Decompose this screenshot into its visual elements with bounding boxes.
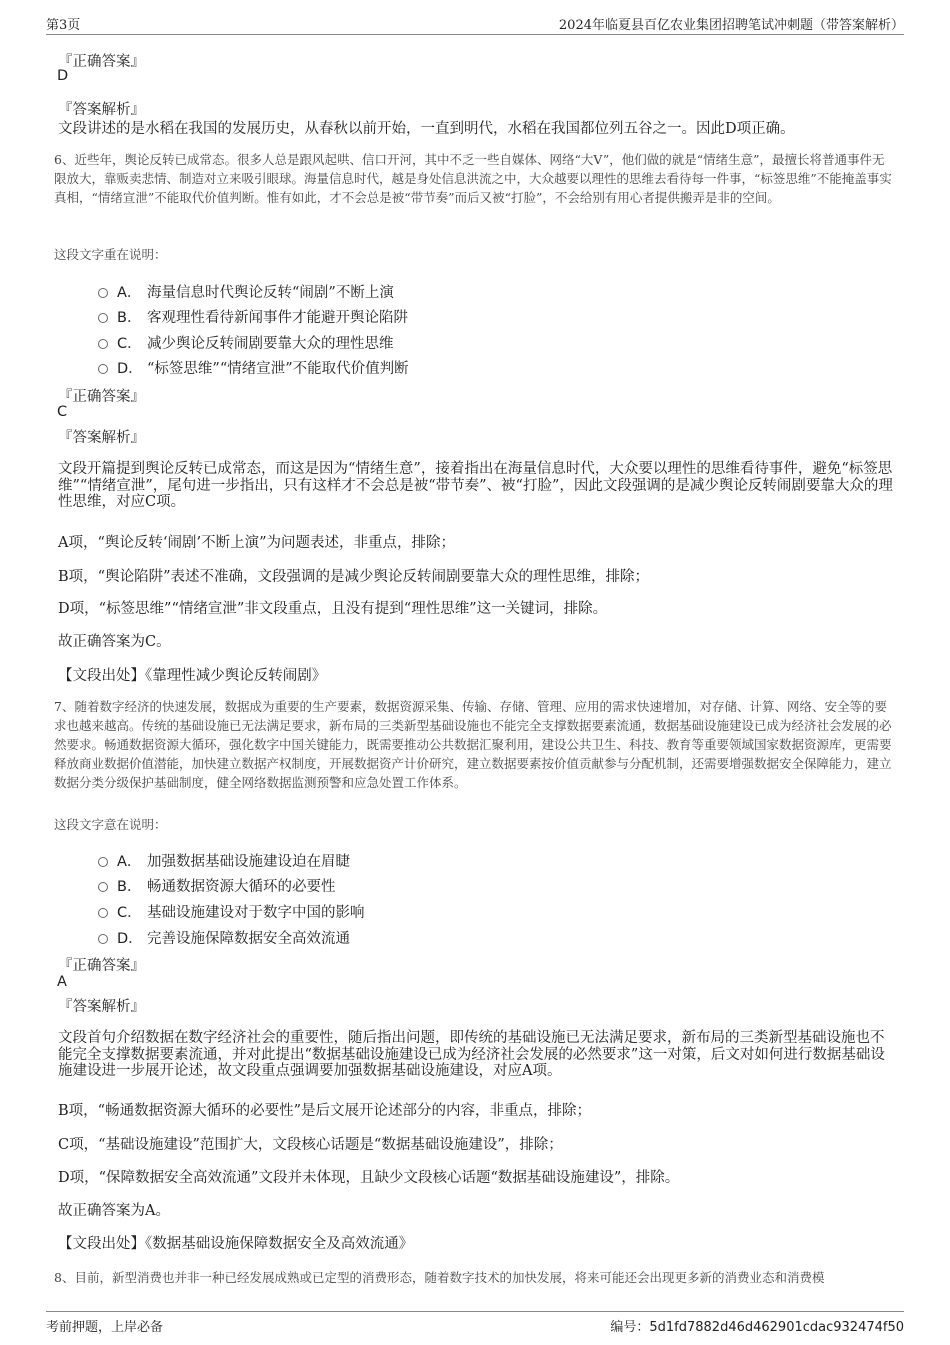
radio-icon[interactable]	[98, 313, 108, 323]
page-header	[46, 14, 904, 35]
answer-value: A	[57, 974, 67, 990]
option-text: 海量信息时代舆论反转“闹剧”不断上演	[147, 285, 394, 301]
option-letter: A．	[117, 285, 142, 301]
option-text: 畅通数据资源大循环的必要性	[147, 879, 336, 895]
analysis-note: B项，“畅通数据资源大循环的必要性”是后文展开论述部分的内容，非重点，排除；	[58, 1103, 591, 1119]
radio-icon[interactable]	[98, 339, 108, 349]
source-line: 【文段出处】《数据基础设施保障数据安全及高效流通》	[58, 1236, 414, 1252]
answer-label: 『正确答案』	[58, 54, 145, 70]
option-letter: A．	[117, 854, 142, 870]
code-value: 5d1fd7882d46d462901cdac932474f50	[649, 1320, 904, 1335]
question-stem: 6、近些年，舆论反转已成常态。很多人总是跟风起哄、信口开河，其中不乏一些自媒体、网络“大V”，他们做的就是“情绪生意”，最擅长将普通事件无限放大，靠贩卖悲情、制造对立来吸引眼球。海量信息时代，越是身处信息洪流之中，大众越要以理性的思维去看待每一件事，“标签思维”不能掩盖事实真相，“情绪宣泄”不能取代价值判断。惟有如此，才不会总是被“带节奏”而后又被“打脸”，不会给别有用心者提供搬弄是非的空间。	[54, 152, 892, 205]
code-label: 编号：	[610, 1320, 650, 1335]
analysis-note: C项，“基础设施建设”范围扩大，文段核心话题是“数据基础设施建设”，排除；	[58, 1137, 563, 1153]
option-text: 加强数据基础设施建设迫在眉睫	[147, 854, 350, 870]
analysis-label: 『答案解析』	[58, 430, 145, 446]
option-text: 减少舆论反转闹剧要靠大众的理性思维	[147, 336, 394, 352]
analysis-note: D项，“标签思维”“情绪宣泄”非文段重点，且没有提到“理性思维”这一关键词，排除。	[58, 601, 608, 617]
option-b[interactable]	[98, 306, 408, 327]
option-letter: D．	[117, 361, 143, 377]
option-d[interactable]	[98, 927, 350, 948]
source-line: 【文段出处】《靠理性减少舆论反转闹剧》	[58, 668, 327, 684]
option-c[interactable]	[98, 332, 394, 353]
analysis-text: 文段首句介绍数据在数字经济社会的重要性，随后指出问题，即传统的基础设施已无法满足要求，新布局的三类新型基础设施也不能完全支撑数据要素流通，并对此提出“数据基础设施建设已成为经济社会发展的必然要求”这一对策，后文对如何进行数据基础设施建设进一步展开论述，故文段重点强调要加强数据基础设施建设，对应A项。	[58, 1030, 885, 1079]
document-title: 2024年临夏县百亿农业集团招聘笔试冲刺题（带答案解析）	[558, 18, 904, 33]
analysis-label: 『答案解析』	[58, 102, 145, 118]
radio-icon[interactable]	[98, 908, 108, 918]
option-d[interactable]	[98, 357, 409, 378]
question-stem: 7、随着数字经济的快速发展，数据成为重要的生产要素，数据资源采集、传输、存储、管理、应用的需求快速增加，对存储、计算、网络、安全等的要求也越来越高。传统的基础设施已无法满足要求，新布局的三类新型基础设施也不能完全支撑数据要素流通，数据基础设施建设已成为经济社会发展的必然要求。畅通数据资源大循环，强化数字中国关键能力，既需要推动公共数据汇聚利用，建设公共卫生、科技、教育等重要领域国家数据资源库，更需要释放商业数据价值潜能，加快建立数据产权制度，开展数据资产计价研究，建立数据要素按价值贡献参与分配机制，还需要增强数据安全保障能力，建立数据分类分级保护基础制度，健全网络数据监测预警和应急处置工作体系。	[54, 699, 892, 790]
answer-value: C	[57, 404, 68, 420]
analysis-note: B项，“舆论陷阱”表述不准确，文段强调的是减少舆论反转闹剧要靠大众的理性思维，排除；	[58, 569, 649, 585]
analysis-conclusion: 故正确答案为C。	[58, 634, 171, 650]
answer-label: 『正确答案』	[58, 958, 145, 974]
footer-slogan: 考前押题，上岸必备	[46, 1320, 164, 1335]
question-stem: 8、目前，新型消费也并非一种已经发展成熟或已定型的消费形态，随着数字技术的加快发展，将来可能还会出现更多新的消费业态和消费模	[54, 1270, 825, 1285]
option-letter: B．	[117, 310, 142, 326]
option-letter: D．	[117, 931, 143, 947]
document-code	[610, 1316, 904, 1335]
answer-value: D	[57, 68, 69, 84]
radio-icon[interactable]	[98, 364, 108, 374]
question-prompt: 这段文字重在说明：	[54, 247, 167, 262]
radio-icon[interactable]	[98, 288, 108, 298]
option-a[interactable]	[98, 281, 394, 302]
page-number: 第3页	[46, 18, 81, 33]
analysis-note: A项，“舆论反转‘闹剧’不断上演”为问题表述，非重点，排除；	[58, 535, 456, 551]
option-text: 完善设施保障数据安全高效流通	[147, 931, 350, 947]
question-prompt: 这段文字意在说明：	[54, 817, 167, 832]
option-letter: C．	[117, 905, 142, 921]
analysis-conclusion: 故正确答案为A。	[58, 1203, 170, 1219]
option-c[interactable]	[98, 901, 365, 922]
option-b[interactable]	[98, 875, 336, 896]
option-letter: C．	[117, 336, 142, 352]
radio-icon[interactable]	[98, 882, 108, 892]
option-a[interactable]	[98, 850, 350, 871]
analysis-text: 文段讲述的是水稻在我国的发展历史，从春秋以前开始，一直到明代，水稻在我国都位列五谷之一。因此D项正确。	[58, 121, 795, 137]
option-letter: B．	[117, 879, 142, 895]
radio-icon[interactable]	[98, 857, 108, 867]
analysis-label: 『答案解析』	[58, 999, 145, 1015]
option-text: 基础设施建设对于数字中国的影响	[147, 905, 365, 921]
analysis-note: D项，“保障数据安全高效流通”文段并未体现，且缺少文段核心话题“数据基础设施建设”，排除。	[58, 1170, 680, 1186]
analysis-text: 文段开篇提到舆论反转已成常态，而这是因为“情绪生意”，接着指出在海量信息时代，大众要以理性的思维看待事件，避免“标签思维”“情绪宣泄”，尾句进一步指出，只有这样才不会总是被“带节奏”、被“打脸”，因此文段强调的是减少舆论反转闹剧要靠大众的理性思维，对应C项。	[58, 461, 893, 510]
answer-label: 『正确答案』	[58, 389, 145, 405]
option-text: “标签思维”“情绪宣泄”不能取代价值判断	[147, 361, 409, 377]
option-text: 客观理性看待新闻事件才能避开舆论陷阱	[147, 310, 408, 326]
radio-icon[interactable]	[98, 934, 108, 944]
page-footer	[46, 1311, 904, 1338]
